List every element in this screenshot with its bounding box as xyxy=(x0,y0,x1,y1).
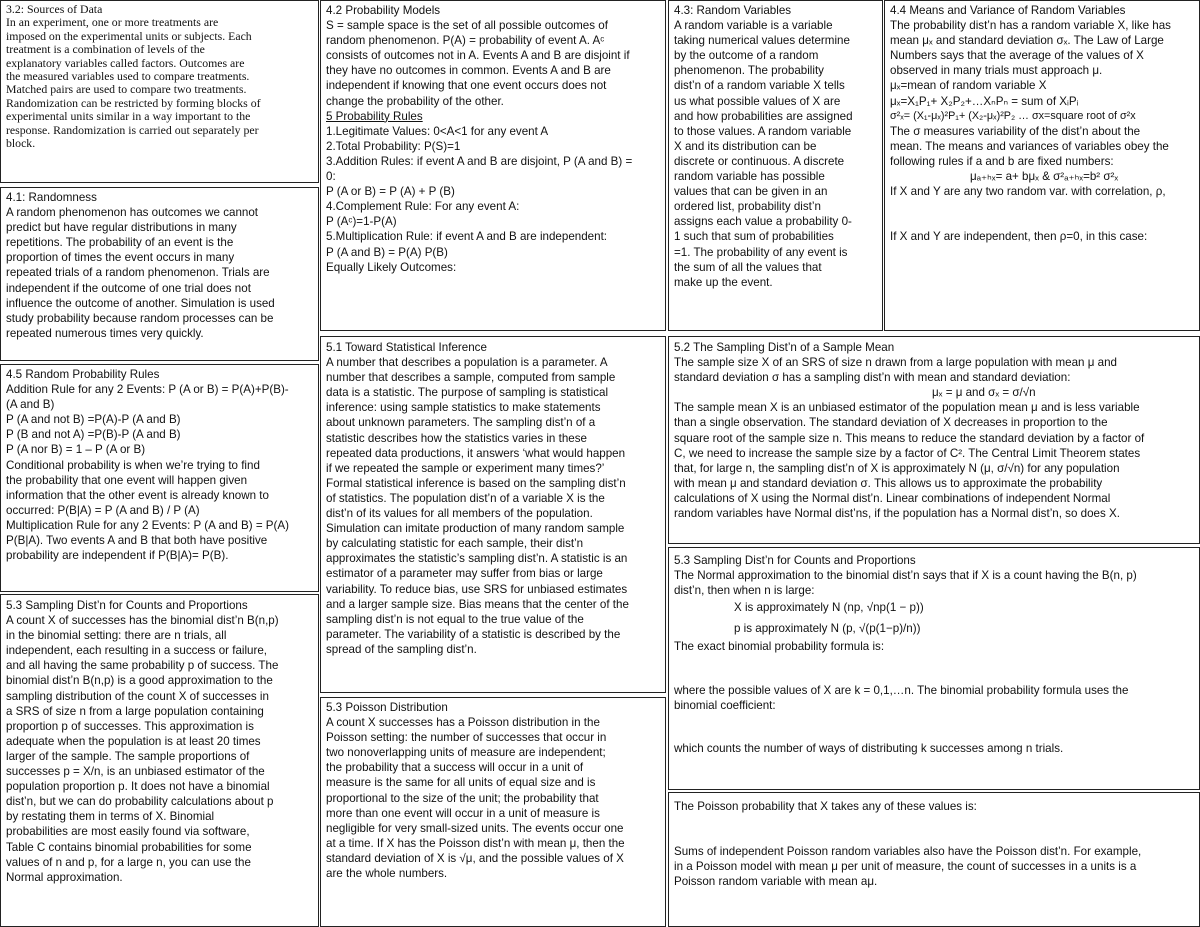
text-line: successes p = X/n, is an unbiased estimator of the xyxy=(6,765,265,779)
text-line: If X and Y are any two random var. with correlation, ρ, xyxy=(890,185,1166,199)
text-line: μₓ=X₁P₁+ X₂P₂+…XₙPₙ = sum of XᵢPᵢ xyxy=(890,94,1079,108)
text-line: independent if the outcome of one trial does not xyxy=(6,281,251,295)
text-line: A count X of successes has the binomial dist’n B(n,p) xyxy=(6,614,279,628)
text-line: P (A and not B) =P(A)-P (A and B) xyxy=(6,413,181,427)
text-line: that, for large n, the sampling dist’n of X is approximately N (μ, σ/√n) for any population xyxy=(674,461,1120,475)
text-line: are the whole numbers. xyxy=(326,867,448,881)
text-line: A random phenomenon has outcomes we cannot xyxy=(6,206,259,220)
text-line: estimator of a parameter may suffer from bias or large xyxy=(326,567,603,581)
text-line: If X and Y are independent, then ρ=0, in this case: xyxy=(890,230,1148,244)
text-line: more than one event will occur in a unit of measure is xyxy=(326,806,600,820)
text-line: random variable has possible xyxy=(674,170,825,184)
text-line: data is a statistic. The purpose of sampling is statistical xyxy=(326,386,609,400)
text-line: parameter. The variability of a statistic is described by the xyxy=(326,627,621,641)
sample-mean-formula: μₓ = μ and σₓ = σ/√n xyxy=(932,386,1036,400)
randomness-section xyxy=(0,187,319,361)
text-line: spread of the sampling dist’n. xyxy=(326,642,477,656)
text-line: change the probability of the other. xyxy=(326,94,504,108)
text-line: A count X successes has a Poisson distribution in the xyxy=(326,716,600,730)
text-line: A random variable is a variable xyxy=(674,19,833,33)
random-variables-section xyxy=(668,0,883,331)
text-line: Normal approximation. xyxy=(6,870,123,884)
text-line: observed in many trials must approach μ. xyxy=(890,64,1103,78)
text-line: to those values. A random variable xyxy=(674,124,852,138)
text-line: C, we need to increase the sample size by a factor of C². The Central Limit Theorem states xyxy=(674,446,1141,460)
text-line: 5.Multiplication Rule: if event A and B are independent: xyxy=(326,230,608,244)
text-line: sampling distribution of the count X of successes in xyxy=(6,689,269,703)
text-line: random phenomenon. P(A) = probability of event A. Aᶜ xyxy=(326,34,605,48)
text-line: standard deviation of X is √μ, and the possible values of X xyxy=(326,851,624,865)
text-line: S = sample space is the set of all possible outcomes of xyxy=(326,19,608,33)
section-title: 3.2: Sources of Data xyxy=(6,2,103,16)
text-line: following rules if a and b are fixed numbers: xyxy=(890,154,1114,168)
text-line: Sums of independent Poisson random variables also have the Poisson dist’n. For example, xyxy=(674,845,1142,859)
text-line: Conditional probability is when we’re trying to find xyxy=(6,458,260,472)
text-line: the probability that one event will happen given xyxy=(6,473,248,487)
text-line: values that can be given in an xyxy=(674,185,828,199)
text-line: square root of the sample size n. This means to reduce the standard deviation by a factor of xyxy=(674,431,1145,445)
text-line: study probability because random processes can be xyxy=(6,311,274,325)
text-line: random variables have Normal dist’ns, if the population has a Normal dist’n, so does X. xyxy=(674,507,1120,521)
text-line: experimental units similar in a way important to the xyxy=(6,109,251,124)
text-line: Equally Likely Outcomes: xyxy=(326,260,457,274)
text-line: Poisson setting: the number of successes that occur in xyxy=(326,731,607,745)
section-title: 4.3: Random Variables xyxy=(674,4,792,17)
text-line: approximates the statistic’s sampling dist’n. A statistic is an xyxy=(326,552,628,566)
text-line: by restating them in terms of X. Binomial xyxy=(6,810,215,824)
text-line: by calculating statistic for each sample, their dist’n xyxy=(326,537,584,551)
text-line: the sum of all the values that xyxy=(674,260,822,274)
text-line: of statistics. The population dist’n of a variable X is the xyxy=(326,491,605,505)
text-line: consists of outcomes not in A. Events A and B are disjoint if xyxy=(326,49,630,63)
text-line: block. xyxy=(6,136,36,151)
text-line: the measured variables used to compare treatments. xyxy=(6,69,250,84)
text-line: Addition Rule for any 2 Events: P (A or B) = P(A)+P(B)- xyxy=(6,383,289,397)
text-line: The exact binomial probability formula is: xyxy=(674,640,885,654)
text-line: at a time. If X has the Poisson dist’n with mean μ, then the xyxy=(326,836,625,850)
text-line: Randomization can be restricted by forming blocks of xyxy=(6,95,261,110)
text-line: treatment is a combination of levels of the xyxy=(6,42,205,57)
text-line: imposed on the experimental units or subjects. Each xyxy=(6,28,252,43)
text-line: proportion p of successes. This approximation is xyxy=(6,719,254,733)
section-title: 5.2 The Sampling Dist’n of a Sample Mean xyxy=(674,341,895,354)
text-line: 1.Legitimate Values: 0<A<1 for any event A xyxy=(326,124,549,138)
text-line: dist’n of a random variable X tells xyxy=(674,79,845,93)
poisson-distribution-section xyxy=(320,697,666,927)
count-normal-approx-formula: X is approximately N (np, √np(1 − p)) xyxy=(734,601,924,615)
text-line: P (A nor B) = 1 – P (A or B) xyxy=(6,443,146,457)
text-line: values of n and p, for a large n, you can use the xyxy=(6,855,251,869)
text-line: make up the event. xyxy=(674,275,773,289)
text-line: 2.Total Probability: P(S)=1 xyxy=(326,139,461,153)
text-line: The Normal approximation to the binomial dist’n says that if X is a count having the B(n, p) xyxy=(674,569,1137,583)
text-line: which counts the number of ways of distributing k successes among n trials. xyxy=(674,741,1064,755)
text-line: P (B and not A) =P(B)-P (A and B) xyxy=(6,428,181,442)
text-line: they have no outcomes in common. Events A and B are xyxy=(326,64,611,78)
text-line: measure is the same for all units of equal size and is xyxy=(326,776,596,790)
text-line: the probability that a success will occur in a unit of xyxy=(326,761,584,775)
poisson-probability-section xyxy=(668,792,1200,927)
counts-proportions-right-section xyxy=(668,547,1200,790)
text-line: assigns each value a probability 0- xyxy=(674,215,852,229)
proportion-normal-approx-formula: p is approximately N (p, √(p(1−p)/n)) xyxy=(734,622,921,636)
text-line: repetitions. The probability of an event is the xyxy=(6,236,234,250)
counts-proportions-left-section xyxy=(0,594,319,927)
linear-transform-formula: μₐ₊ₕₓ= a+ bμₓ & σ²ₐ₊ₕₓ=b² σ²ₓ xyxy=(970,170,1119,184)
text-line: Matched pairs are used to compare two treatments. xyxy=(6,82,247,97)
text-line: and how probabilities are assigned xyxy=(674,109,853,123)
sample-mean-section xyxy=(668,336,1200,544)
text-line: P (A and B) = P(A) P(B) xyxy=(326,245,448,259)
text-line: 4.Complement Rule: For any event A: xyxy=(326,200,520,214)
text-line: Multiplication Rule for any 2 Events: P (A and B) = P(A) xyxy=(6,518,289,532)
text-line: independent if knowing that one event occurs does not xyxy=(326,79,607,93)
text-line: repeated trials of a random phenomenon. Trials are xyxy=(6,266,270,280)
text-line: repeated data productions, it answers ‘what would happen xyxy=(326,446,626,460)
text-line: phenomenon. The probability xyxy=(674,64,824,78)
text-line: than a single observation. The standard deviation of X decreases in proportion to the xyxy=(674,416,1108,430)
text-line: 1 such that sum of probabilities xyxy=(674,230,834,244)
text-line: The Poisson probability that X takes any of these values is: xyxy=(674,800,977,813)
section-title: 5.1 Toward Statistical Inference xyxy=(326,341,487,354)
text-line: explanatory variables called factors. Outcomes are xyxy=(6,55,245,70)
statistical-inference-section xyxy=(320,336,666,693)
text-line: information that the other event is already known to xyxy=(6,488,269,502)
section-title: 4.2 Probability Models xyxy=(326,4,441,17)
text-line: The sample size X of an SRS of size n drawn from a large population with mean μ and xyxy=(674,356,1117,370)
text-line: and all having the same probability p of success. The xyxy=(6,659,279,673)
section-title: 4.5 Random Probability Rules xyxy=(6,368,160,381)
text-line: Table C contains binomial probabilities for some xyxy=(6,840,252,854)
section-title: 4.4 Means and Variance of Random Variables xyxy=(890,4,1126,17)
text-line: mean. The means and variances of variables obey the xyxy=(890,139,1169,153)
text-line: Poisson random variable with mean aμ. xyxy=(674,875,878,889)
text-line: population proportion p. It does not have a binomial xyxy=(6,780,270,794)
text-line: influence the outcome of another. Simulation is used xyxy=(6,296,275,310)
text-line: probabilities are most easily found via software, xyxy=(6,825,250,839)
text-line: negligible for very small-sized units. The events occur one xyxy=(326,821,624,835)
text-line: Formal statistical inference is based on the sampling dist’n xyxy=(326,476,626,490)
text-line: a SRS of size n from a large population containing xyxy=(6,704,264,718)
text-line: proportional to the size of the unit; the probability that xyxy=(326,791,599,805)
section-body xyxy=(6,16,313,150)
text-line: In an experiment, one or more treatments are xyxy=(6,15,219,30)
text-line: standard deviation σ has a sampling dist’n with mean and standard deviation: xyxy=(674,371,1071,385)
text-line: binomial dist’n B(n,p) is a good approximation to the xyxy=(6,674,273,688)
text-line: discrete or continuous. A discrete xyxy=(674,154,845,168)
means-variance-section xyxy=(884,0,1200,331)
text-line: inference: using sample statistics to make statements xyxy=(326,401,601,415)
text-line: dist’n, then when n is large: xyxy=(674,584,815,598)
text-line: dist’n, but we can do probability calculations about p xyxy=(6,795,274,809)
section-title: 5.3 Sampling Dist’n for Counts and Proportions xyxy=(6,599,248,612)
text-line: response. Randomization is carried out separately per xyxy=(6,122,259,137)
text-line: The sample mean X is an unbiased estimator of the population mean μ and is less variable xyxy=(674,401,1140,415)
text-line: occurred: P(B|A) = P (A and B) / P (A) xyxy=(6,503,200,517)
text-line: The probability dist’n has a random variable X, like has xyxy=(890,19,1171,33)
probability-rules-section xyxy=(0,364,319,592)
text-line: in a Poisson model with mean μ per unit of measure, the count of successes in a units is a xyxy=(674,860,1137,874)
text-line: with mean μ and standard deviation σ. This allows us to approximate the probability xyxy=(674,476,1103,490)
text-line: two nonoverlapping units of measure are independent; xyxy=(326,746,606,760)
section-title: 4.1: Randomness xyxy=(6,191,97,204)
text-line: calculations of X using the Normal dist’n. Linear combinations of independent Normal xyxy=(674,491,1111,505)
text-line: and a larger sample size. Bias means that the center of the xyxy=(326,597,629,611)
text-line: Simulation can imitate production of many random sample xyxy=(326,522,625,536)
text-line: proportion of times the event occurs in many xyxy=(6,251,235,265)
text-line: (A and B) xyxy=(6,398,55,412)
text-line: dist’n of its values for all members of the population. xyxy=(326,507,593,521)
text-line: 3.Addition Rules: if event A and B are disjoint, P (A and B) = xyxy=(326,154,633,168)
text-line: binomial coefficient: xyxy=(674,698,776,712)
text-line: σ²ₓ= (X₁-μₓ)²P₁+ (X₂-μₓ)²P₂ … σx=square root of σ²x xyxy=(890,109,1136,122)
section-title: 5.3 Sampling Dist’n for Counts and Proportions xyxy=(674,554,916,567)
text-line: number that describes a sample, computed from sample xyxy=(326,371,616,385)
text-line: larger of the sample. The sample proportions of xyxy=(6,749,250,763)
text-line: repeated numerous times very quickly. xyxy=(6,326,204,340)
text-line: adequate when the population is at least 20 times xyxy=(6,734,261,748)
text-line: independent, each resulting in a success or failure, xyxy=(6,644,268,658)
text-line: us what possible values of X are xyxy=(674,94,841,108)
rules-heading: 5 Probability Rules xyxy=(326,109,423,123)
text-line: P (Aᶜ)=1-P(A) xyxy=(326,215,397,229)
text-line: ordered list, probability dist’n xyxy=(674,200,821,214)
text-line: by the outcome of a random xyxy=(674,49,819,63)
probability-models-section xyxy=(320,0,666,331)
text-line: X and its distribution can be xyxy=(674,139,817,153)
text-line: taking numerical values determine xyxy=(674,34,850,48)
text-line: 0: xyxy=(326,170,336,184)
text-line: variability. To reduce bias, use SRS for unbiased estimates xyxy=(326,582,628,596)
text-line: if we repeated the sample or experiment many times?’ xyxy=(326,461,605,475)
text-line: predict but have regular distributions in many xyxy=(6,221,237,235)
text-line: about unknown parameters. The sampling dist’n of a xyxy=(326,416,596,430)
text-line: sampling dist’n is not equal to the true value of the xyxy=(326,612,584,626)
text-line: statistic describes how the statistics varies in these xyxy=(326,431,587,445)
text-line: μₓ=mean of random variable X xyxy=(890,79,1047,93)
text-line: Numbers says that the average of the values of X xyxy=(890,49,1144,63)
text-line: =1. The probability of any event is xyxy=(674,245,848,259)
text-line: in the binomial setting: there are n trials, all xyxy=(6,629,227,643)
sources-of-data-section xyxy=(0,0,319,183)
text-line: A number that describes a population is a parameter. A xyxy=(326,356,608,370)
text-line: probability are independent if P(B|A)= P(B). xyxy=(6,549,229,563)
text-line: mean μₓ and standard deviation σₓ. The Law of Large xyxy=(890,34,1164,48)
text-line: P(B|A). Two events A and B that both have positive xyxy=(6,534,268,548)
text-line: The σ measures variability of the dist’n about the xyxy=(890,124,1141,138)
text-line: where the possible values of X are k = 0,1,…n. The binomial probability formula uses the xyxy=(674,683,1129,697)
section-title: 5.3 Poisson Distribution xyxy=(326,701,448,714)
text-line: P (A or B) = P (A) + P (B) xyxy=(326,185,455,199)
